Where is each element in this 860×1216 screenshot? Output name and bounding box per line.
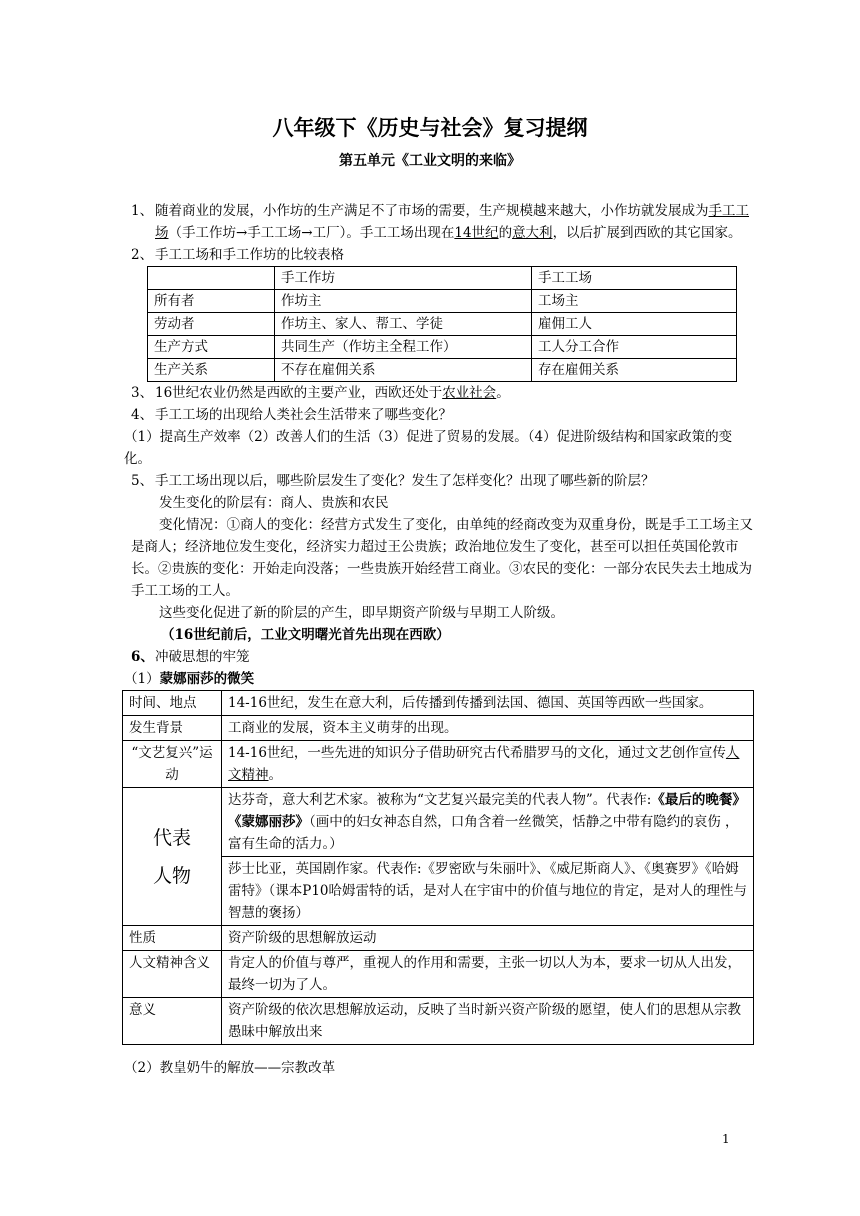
item-5: 5、 手工工场出现以后，哪些阶层发生了变化？发生了怎样变化？出现了哪些新的阶层？ [131,473,655,489]
comparison-table [147,266,737,382]
subsection-1: （1）蒙娜丽莎的微笑 [124,671,255,687]
subsection-2: （2）教皇奶牛的解放——宗教改革 [124,1060,336,1076]
item-2: 2、 手工工场和手工作坊的比较表格 [131,247,344,263]
item-1-number: 1、 [131,203,154,219]
shakespeare-cell: 莎士比亚，英国剧作家。代表作:《罗密欧与朱丽叶》、《威尼斯商人》、《奥赛罗》《哈姆雷特》（课本P10哈姆雷特的话，是对人在宇宙中的价值与地位的肯定，是对人的理性与 智慧的褒扬） [222,857,754,926]
item-3: 3、 16世纪农业仍然是西欧的主要产业，西欧还处于农业社会。 [131,385,510,401]
item-5-paragraph-1: 发生变化的阶层有：商人、贵族和农民 [159,495,389,511]
table-row: 发生背景 工商业的发展，资本主义萌芽的出现。 [123,716,754,741]
table-row: 所有者 作坊主 工场主 [148,290,737,313]
table-row: 意义 资产阶级的依次思想解放运动，反映了当时新兴资产阶级的愿望，使人们的思想从宗教愚昧中解放出来 [123,998,754,1045]
term-agricultural-society: 农业社会 [442,385,497,401]
item-1: 1、 随着商业的发展，小作坊的生产满足不了市场的需要，生产规模越来越大，小作坊就发展成为手工工场（手工作坊→手工工场→工厂）。手工工场出现在14世纪的意大利，以后扩展到西欧的其它国家。 [131,200,759,244]
term-14th-century: 14世纪 [454,225,499,241]
term-italy: 意大利 [512,225,553,241]
table-row: 人文精神含义 肯定人的价值与尊严，重视人的作用和需要，主张一切以人为本，要求一切从人出发，最终一切为了人。 [123,951,754,998]
page-number: 1 [722,1132,730,1146]
bold-note: （16世纪前后，工业文明曙光首先出现在西欧） [161,627,450,643]
table-header-row: 手工作坊 手工工场 [148,267,737,290]
unit-subtitle: 第五单元《工业文明的来临》 [339,153,521,169]
item-5-paragraph-2: 变化情况：①商人的变化：经营方式发生了变化，由单纯的经商改变为双重身份，既是手工工场主又是商人；经济地位发生变化，经济实力超过王公贵族；政治地位发生了变化，甚至可以担任英国伦敦市长。②贵族的变化：开始走向没落；一些贵族开始经营工商业。③农民的变化：一部分农民失去土地成为手工工场的工人。 [131,517,753,599]
term-humanism: 人文精神 [228,745,740,783]
item-5-paragraph-3: 这些变化促进了新的阶层的产生，即早期资产阶级与早期工人阶级。 [159,605,564,621]
table-row: 生产关系 不存在雇佣关系 存在雇佣关系 [148,359,737,382]
davinci-cell: 达芬奇，意大利艺术家。被称为“文艺复兴最完美的代表人物”。代表作:《最后的晚餐》《蒙娜丽莎》（画中的妇女神态自然，口角含着一丝微笑，恬静之中带有隐约的哀伤 ，富有生命的活力。） [222,788,754,857]
content-body [124,196,759,1079]
item-4-answer: （1）提高生产效率（2）改善人们的生活（3）促进了贸易的发展。（4）促进阶级结构和国家政策的变化。 [124,429,733,467]
page-title: 八年级下《历史与社会》复习提纲 [272,115,588,140]
term-handicraft-workshop: 手工工场 [155,203,749,241]
table-row: 生产方式 共同生产（作坊主全程工作） 工人分工合作 [148,336,737,359]
item-4: 4、 手工工场的出现给人类社会生活带来了哪些变化？ [131,407,452,423]
table-row: 性质 资产阶级的思想解放运动 [123,926,754,951]
table-row: “文艺复兴”运动 14-16世纪，一些先进的知识分子借助研究古代希腊罗马的文化，通过文艺创作宣传人文精神。 [123,741,754,788]
table-row [123,788,754,857]
renaissance-table [122,690,754,1045]
item-6: 6、冲破思想的牢笼 [131,649,250,665]
table-row: 劳动者 作坊主、家人、帮工、学徒 雇佣工人 [148,313,737,336]
representative-figures-label: 代表 人物 [123,788,222,926]
table-row: 时间、地点 14-16世纪，发生在意大利，后传播到传播到法国、德国、英国等西欧一些国家。 [123,691,754,716]
